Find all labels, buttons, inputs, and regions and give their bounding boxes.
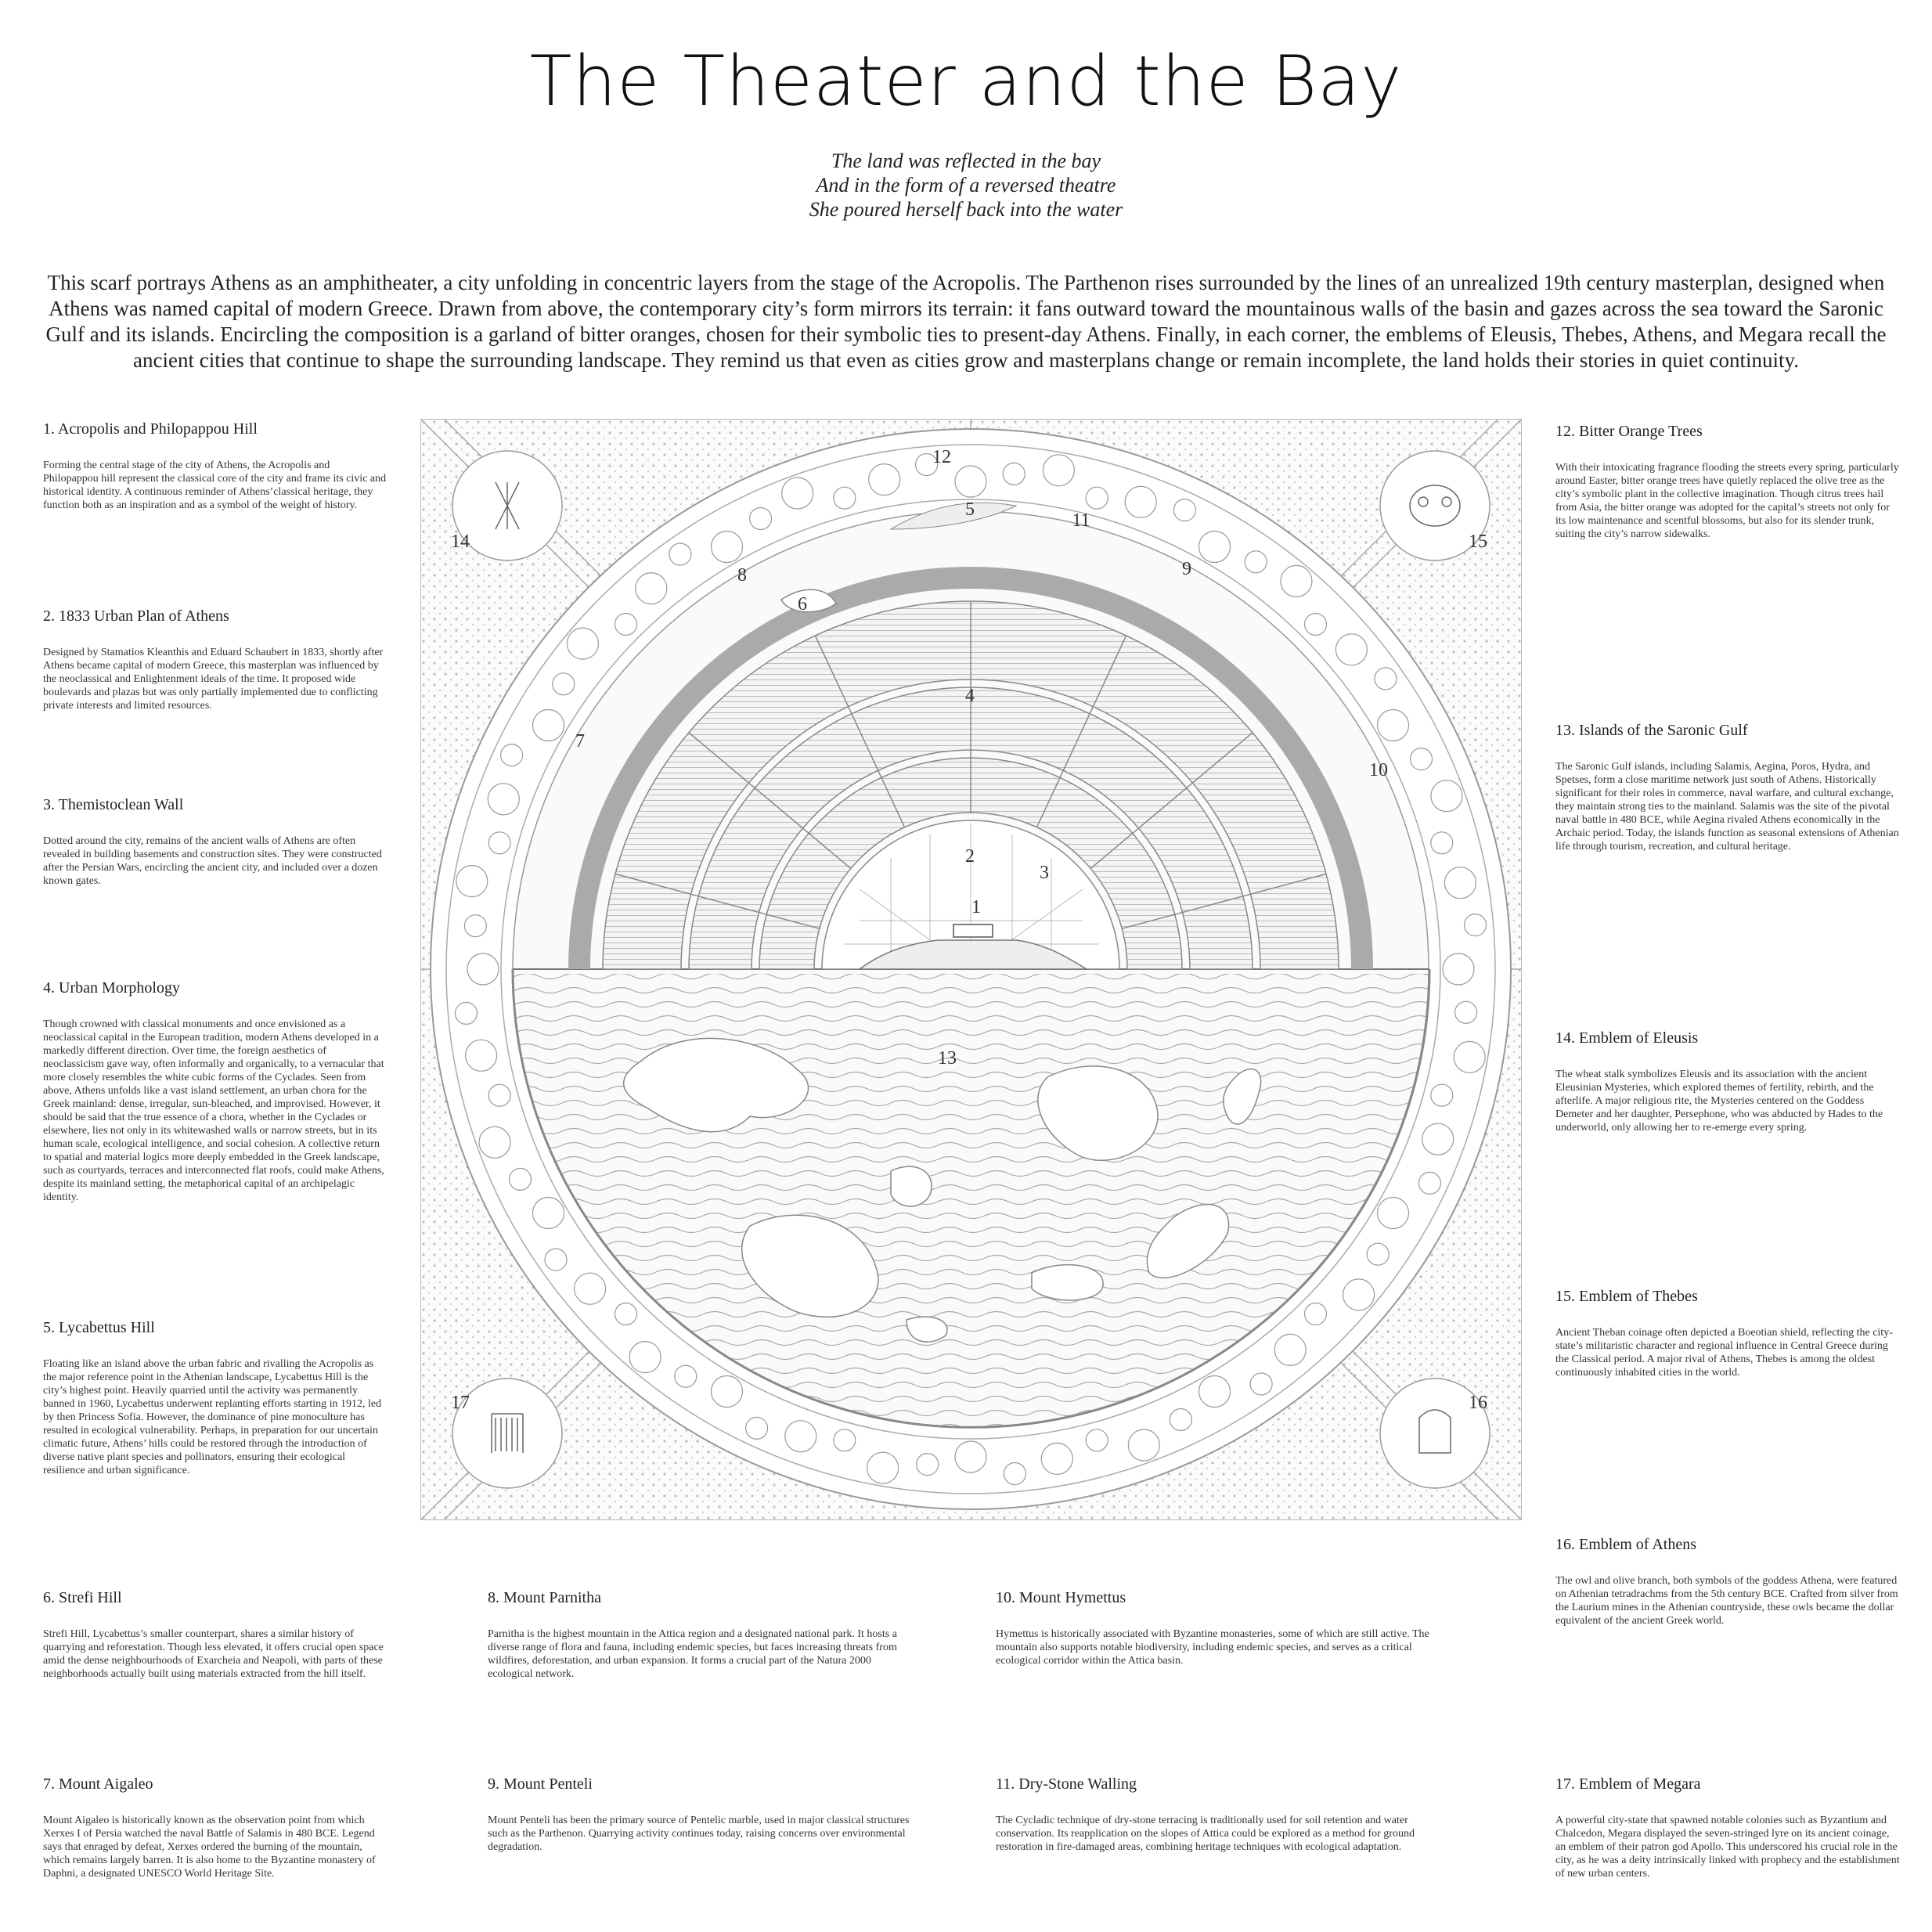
bitter-orange [488, 1084, 510, 1106]
bitter-orange [782, 478, 813, 509]
bitter-orange [1003, 463, 1025, 485]
note-title: 7. Mount Aigaleo [43, 1775, 153, 1793]
note-text: Strefi Hill, Lycabettus’s smaller counterpart, shares a similar history of quarrying and reforestation. Though less elevated, it offers crucial open space amid the dense neighbourhoods of Exarcheia and Neapoli, with parts of these neighborhoods actually built using materials extracted from the hill itself. [43, 1628, 384, 1680]
bitter-orange [1431, 780, 1462, 812]
intro-paragraph: This scarf portrays Athens as an amphitheater, a city unfolding in concentric layers from the stage of the Acropolis. The Parthenon rises surrounded by the lines of an unrealized 19th century masterplan, designed when Athens was named capital of modern Greece. Drawn from above, the contemporary city’s form mirrors its terrain: it fans outward toward the mountainous walls of the basin and gazes across the sea toward the Saronic Gulf and its islands. Encircling the composition is a garland of bitter oranges, chosen for their symbolic ties to present-day Athens. Finally, in each corner, the emblems of Eleusis, Thebes, Athens, and Megara recall the ancient cities that continue to shape the surrounding landscape. They remind us that even as cities grow and masterplans change or remain incomplete, the land holds their stories in quiet continuity. [45, 271, 1887, 372]
note-text: Mount Penteli has been the primary source of Pentelic marble, used in major classical structures such as the Parthenon. Quarrying activity continues today, raising concerns over environmental degradation. [488, 1815, 910, 1853]
note-penteli [488, 1775, 910, 1854]
bitter-orange [675, 1365, 697, 1387]
label-16: 16 [1469, 1393, 1487, 1413]
bitter-orange [1343, 1279, 1375, 1310]
note-text: Designed by Stamatios Kleanthis and Eduard Schaubert in 1833, shortly after Athens became capital of modern Greece, this masterplan was influenced by the neoclassical and Enlightenment ideals of the time. It proposed wide boulevards and plazas but was only partially implemented due to conflicting private interests and limited resources. [43, 647, 384, 712]
bitter-orange [636, 573, 667, 604]
note-bitter-orange [1555, 423, 1900, 541]
bitter-orange [834, 1429, 856, 1451]
note-text: Though crowned with classical monuments and once envisioned as a neoclassical capital in the European tradition, modern Athens developed in a markedly different direction. Over time, the foreign aesthetics of neoclassicism gave way, often informally and organically, to a vernacular that more closely resembles the white cubic forms of the Cyclades. Seen from above, Athens unfolds like a vast island settlement, an urban chora for the Greek mainland: dense, irregular, sun-bleached, and improvised. However, it should be said that the true essence of a chora, whether in the Cyclades or elsewhere, lies not only in its whitewashed walls or narrow streets, but in its human scale, ecological intelligence, and social cohesion. A collective return to spatial and material logics more deeply embedded in the Greek landscape, such as courtyards, terraces and interconnected flat roofs, could make Athens, despite its mainland setting, the metaphorical capital of an archipelagic identity. [43, 1018, 384, 1203]
bitter-orange [1422, 1123, 1454, 1155]
bitter-orange [456, 1002, 478, 1024]
label-9: 9 [1182, 559, 1191, 579]
bitter-orange [1305, 614, 1327, 636]
bitter-orange [917, 1454, 939, 1476]
note-title: 6. Strefi Hill [43, 1589, 122, 1606]
bitter-orange [1274, 1334, 1306, 1365]
bitter-orange [1245, 551, 1267, 573]
bitter-orange [567, 628, 598, 659]
bitter-orange [1431, 1084, 1453, 1106]
note-hymettus [996, 1589, 1450, 1667]
bitter-orange [869, 464, 900, 496]
bitter-orange [1411, 748, 1433, 770]
note-title: 11. Dry-Stone Walling [996, 1775, 1137, 1793]
note-thebes [1555, 1288, 1900, 1379]
note-aigaleo [43, 1775, 387, 1880]
bitter-orange [456, 866, 488, 897]
scarf-illustration [420, 419, 1522, 1520]
parthenon [953, 925, 993, 937]
bitter-orange [1199, 532, 1231, 563]
bitter-orange [746, 1417, 768, 1439]
bitter-orange [545, 1249, 567, 1271]
bitter-orange [1443, 953, 1474, 985]
note-saronic-islands [1555, 722, 1900, 853]
note-lycabettus [43, 1319, 387, 1477]
bitter-orange [1004, 1463, 1025, 1485]
bitter-orange [669, 543, 691, 565]
bitter-orange [712, 532, 743, 563]
label-2: 2 [965, 846, 975, 867]
bitter-orange [533, 710, 564, 741]
note-text: Forming the central stage of the city of Athens, the Acropolis and Philopappou hill represent the classical core of the city and frame its civic and historical identity. A continuous reminder of Athens’classical heritage, they function both as an inspiration and as a symbol of the weight of history. [43, 460, 387, 511]
bitter-orange [750, 508, 772, 530]
bitter-orange [1418, 1172, 1440, 1194]
bitter-orange [1454, 1041, 1485, 1072]
bitter-orange [1086, 487, 1108, 509]
note-dry-stone-walling [996, 1775, 1450, 1854]
label-13: 13 [938, 1048, 957, 1069]
bitter-orange [466, 1040, 497, 1071]
note-title: 5. Lycabettus Hill [43, 1319, 155, 1336]
bitter-orange [575, 1273, 606, 1304]
note-text: Floating like an island above the urban fabric and rivalling the Acropolis as the major reference point in the Athenian landscape, Lycabettus Hill is the city’s highest point. Heavily quarried until the activity was permanently banned in 1960, Lycabettus underwent replanting efforts starting in 1912, led by then Princess Sofia. However, the dominance of pine monoculture has resulted in ecological vulnerability. Perhaps, in preparation for our uncertain climatic future, Athens’ hills could be restored through the introduction of diverse native plant species and pollinators, ensuring their ecological resilience and urban significance. [43, 1358, 382, 1476]
note-urban-morphology [43, 979, 387, 1204]
label-8: 8 [737, 565, 747, 586]
bitter-orange [1378, 1198, 1409, 1229]
bitter-orange [1431, 832, 1453, 854]
label-7: 7 [575, 731, 585, 752]
bitter-orange [479, 1126, 510, 1158]
bitter-orange [1250, 1373, 1272, 1395]
bitter-orange [867, 1452, 899, 1483]
note-title: 1. Acropolis and Philopappou Hill [43, 420, 258, 438]
note-title: 17. Emblem of Megara [1555, 1775, 1701, 1793]
bitter-orange [955, 466, 986, 497]
note-parnitha [488, 1589, 910, 1681]
bitter-orange [1378, 710, 1409, 741]
bitter-orange [1086, 1429, 1108, 1451]
label-3: 3 [1040, 863, 1049, 883]
note-text: Mount Aigaleo is historically known as the observation point from which Xerxes I of Persia watched the naval Battle of Salamis in 480 BCE. Legend says that enraged by defeat, Xerxes ordered the burning of the mountain, which remains largely barren. It is also home to the Byzantine monastery of Daphni, a designated UNESCO World Heritage Site. [43, 1815, 376, 1880]
note-text: With their intoxicating fragrance flooding the streets every spring, particularly around Easter, bitter orange trees have quietly replaced the olive tree as the city’s symbolic plant in the collective imagination. Though citrus trees hail from Asia, the bitter orange was adopted for the capital’s streets not only for its low maintenance and scentful blossoms, but also for its slender trunk, suiting the city’s narrow sidewalks. [1555, 462, 1899, 540]
label-5: 5 [965, 499, 975, 520]
bitter-orange [1455, 1001, 1477, 1023]
bitter-orange [510, 1168, 532, 1190]
bitter-orange [1128, 1429, 1159, 1461]
poem-line: And in the form of a reversed theatre [816, 174, 1116, 196]
bitter-orange [1173, 499, 1195, 521]
bitter-orange [615, 614, 637, 636]
bitter-orange [488, 784, 519, 815]
bitter-orange [1281, 565, 1312, 597]
note-title: 16. Emblem of Athens [1555, 1536, 1696, 1553]
bitter-orange [1367, 1243, 1389, 1265]
note-themistoclean-wall [43, 796, 387, 888]
bitter-orange [501, 744, 523, 766]
bitter-orange [615, 1303, 637, 1325]
page-title: The Theater and the Bay [529, 41, 1403, 121]
label-12: 12 [932, 447, 951, 467]
note-text: Hymettus is historically associated with Byzantine monasteries, some of which are still active. The mountain also supports notable biodiversity, including endemic species, and serves as a critical ecological corridor within the Attica basin. [996, 1628, 1429, 1667]
note-title: 14. Emblem of Eleusis [1555, 1029, 1699, 1047]
bitter-orange [1335, 634, 1367, 665]
note-title: 4. Urban Morphology [43, 979, 180, 997]
poem [0, 149, 1932, 222]
note-text: The wheat stalk symbolizes Eleusis and its association with the ancient Eleusinian Mysteries, which explored themes of fertility, rebirth, and the afterlife. A major religious rite, the Mysteries centered on the Goddess Demeter and her daughter, Persephone, who was abducted by Hades to the underworld, only allowing her to re-emerge every spring. [1555, 1069, 1883, 1134]
label-15: 15 [1469, 532, 1487, 552]
note-urban-plan [43, 607, 387, 712]
label-1: 1 [971, 897, 981, 917]
label-6: 6 [798, 594, 807, 615]
bitter-orange [785, 1421, 816, 1452]
note-text: Dotted around the city, remains of the ancient walls of Athens are often revealed in building basements and construction sites. They were constructed after the Persian Wars, encircling the ancient city, and included over a dozen known gates. [43, 835, 382, 887]
note-megara [1555, 1775, 1900, 1880]
note-acropolis [43, 420, 387, 512]
bitter-orange [1444, 867, 1476, 899]
bitter-orange [1041, 1443, 1072, 1474]
bitter-orange [467, 953, 499, 985]
bitter-orange [553, 673, 575, 695]
label-11: 11 [1072, 510, 1090, 531]
note-title: 2. 1833 Urban Plan of Athens [43, 607, 229, 625]
note-text: Ancient Theban coinage often depicted a Boeotian shield, reflecting the city-state’s militaristic character and regional influence in Central Greece during the Classical period. A major rival of Athens, Thebes is among the oldest continuously inhabited cities in the world. [1555, 1327, 1893, 1379]
note-title: 8. Mount Parnitha [488, 1589, 601, 1606]
bitter-orange [533, 1198, 564, 1229]
bitter-orange [955, 1441, 986, 1472]
bitter-orange [488, 832, 510, 854]
bitter-orange [464, 915, 486, 937]
note-title: 12. Bitter Orange Trees [1555, 423, 1703, 440]
note-title: 3. Themistoclean Wall [43, 796, 184, 813]
bitter-orange [1199, 1376, 1231, 1408]
note-text: A powerful city-state that spawned notable colonies such as Byzantium and Chalcedon, Megara displayed the seven-stringed lyre on its ancient coinage, an emblem of their patron god Apollo. This underscored his crucial role in the city, as he was a deity intrinsically linked with prophecy and the establishment of new urban centers. [1555, 1815, 1900, 1880]
note-text: The Saronic Gulf islands, including Salamis, Aegina, Poros, Hydra, and Spetses, form a close maritime network just south of Athens. Historically significant for their roles in commerce, naval warfare, and cultural exchange, they maintain strong ties to the mainland. Salamis was the site of the pivotal naval battle in 480 BCE, while Aegina rivaled Athens economically in the Archaic period. Today, the islands function as seasonal extensions of Athenian life through tourism, recreation, and cultural heritage. [1555, 761, 1899, 852]
note-title: 13. Islands of the Saronic Gulf [1555, 722, 1748, 739]
label-17: 17 [451, 1393, 470, 1413]
note-athens-emblem [1555, 1536, 1900, 1627]
label-14: 14 [451, 532, 470, 552]
scarf-drawing [421, 420, 1521, 1519]
bitter-orange [1305, 1303, 1327, 1325]
label-4: 4 [965, 686, 975, 706]
bitter-orange [834, 487, 856, 509]
poem-line: The land was reflected in the bay [831, 150, 1101, 172]
bitter-orange [1465, 914, 1487, 936]
bitter-orange [1125, 486, 1156, 517]
bitter-orange [1375, 668, 1397, 690]
note-text: Parnitha is the highest mountain in the Attica region and a designated national park. It hosts a diverse range of flora and fauna, including endemic species, but faces increasing threats from wildfires, deforestation, and urban expansion. It forms a crucial part of the Natura 2000 ecological network. [488, 1628, 897, 1680]
note-eleusis [1555, 1029, 1900, 1134]
poem-line: She poured herself back into the water [809, 198, 1123, 221]
bitter-orange [629, 1342, 661, 1373]
note-strefi [43, 1589, 387, 1681]
bitter-orange [1043, 455, 1074, 486]
note-title: 9. Mount Penteli [488, 1775, 593, 1793]
label-10: 10 [1369, 760, 1388, 780]
island-hydra [1032, 1265, 1103, 1300]
note-text: The owl and olive branch, both symbols of the goddess Athena, were featured on Athenian tetradrachms from the 5th century BCE. Crafted from silver from the Laurium mines in the Athenian countryside, these owls became the dollar equivalent of the ancient Greek world. [1555, 1575, 1898, 1627]
bitter-orange [1170, 1409, 1191, 1431]
bitter-orange [712, 1376, 743, 1408]
island-islet [891, 1166, 932, 1206]
note-title: 15. Emblem of Thebes [1555, 1288, 1698, 1305]
note-title: 10. Mount Hymettus [996, 1589, 1126, 1606]
note-text: The Cycladic technique of dry-stone terracing is traditionally used for soil retention and water conservation. Its reapplication on the slopes of Attica could be explored as a method for ground restoration in fire-damaged areas, combining heritage techniques with ecological adaptation. [996, 1815, 1415, 1853]
